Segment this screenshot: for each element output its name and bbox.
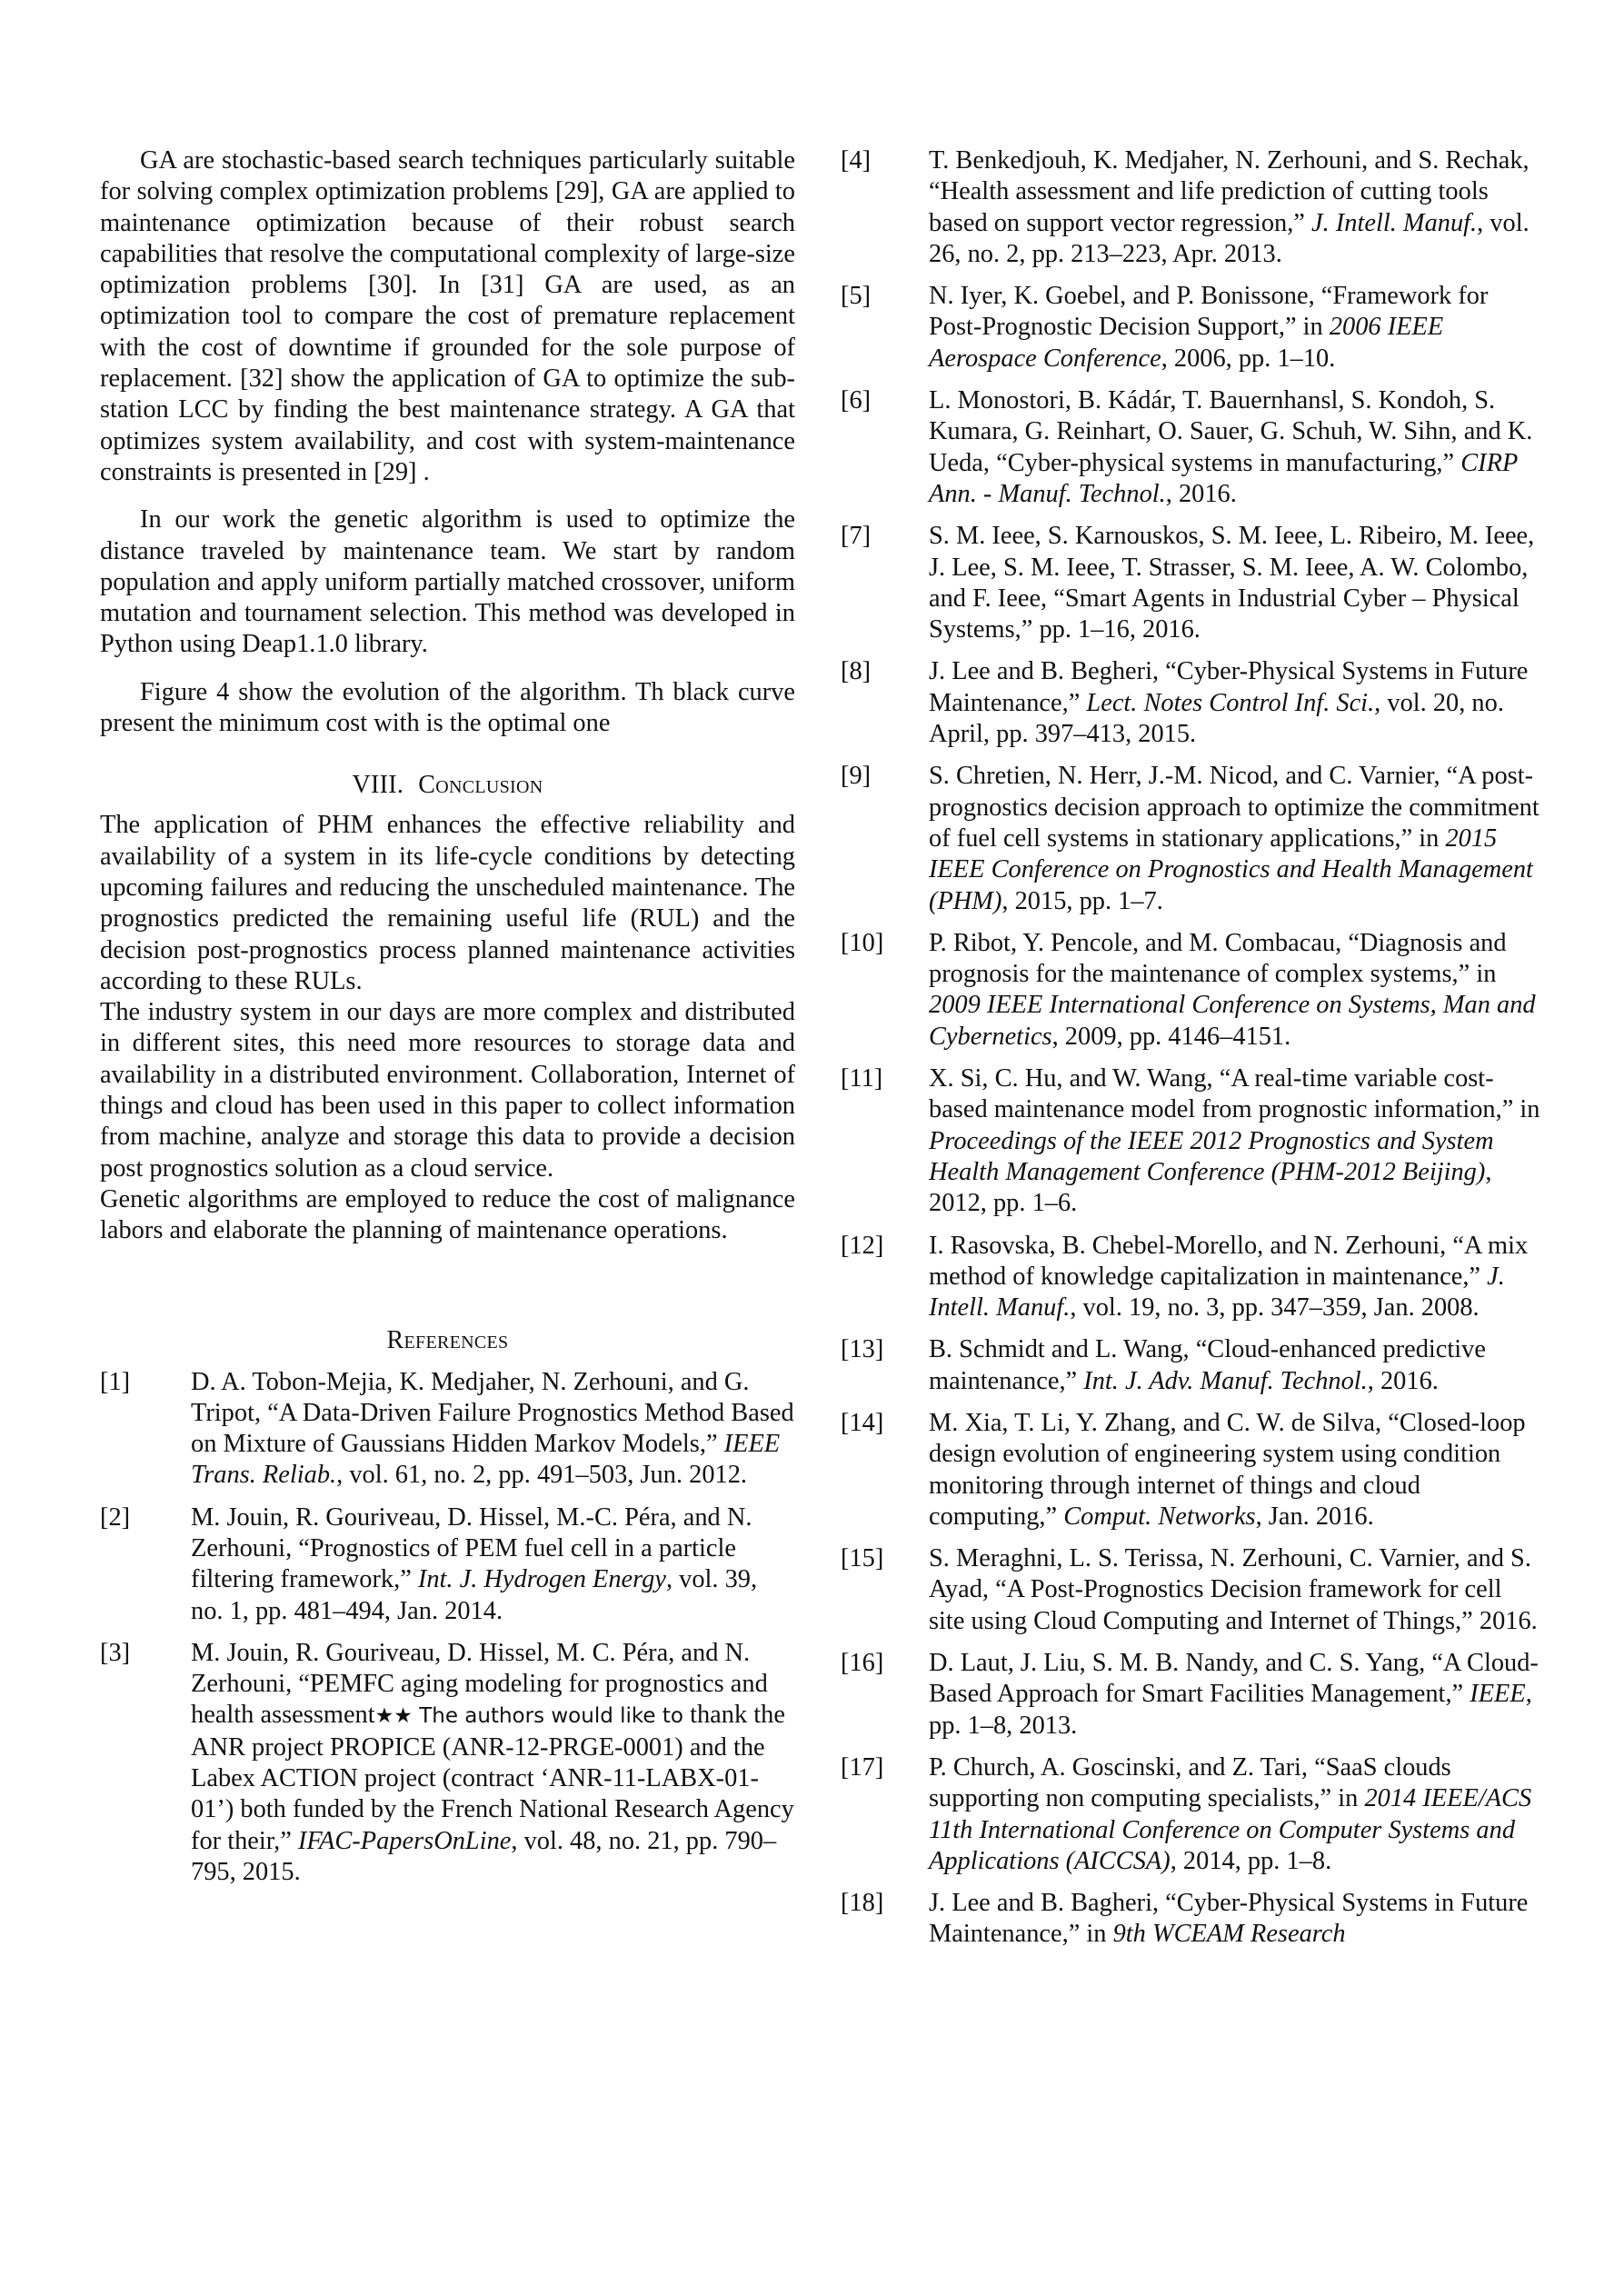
reference-number: [2] bbox=[100, 1502, 131, 1532]
reference-venue: 2014 IEEE/ACS 11th International Conference on Computer Systems and Applications (AICCSA) bbox=[929, 1784, 1532, 1875]
reference-entry bbox=[841, 1648, 1540, 1742]
reference-number: [16] bbox=[841, 1649, 884, 1678]
reference-details: , 2014, pp. 1–8. bbox=[1170, 1846, 1332, 1875]
reference-entry bbox=[841, 1888, 1540, 1951]
reference-text bbox=[929, 1752, 1540, 1877]
reference-venue: IFAC-PapersOnLine bbox=[297, 1826, 512, 1855]
reference-number: [12] bbox=[841, 1231, 884, 1260]
conclusion-paragraph-2: The industry system in our days are more complex and distributed in different sites, this need more resources to storage data and availability in a distributed environment. Collaboration, Internet of things and cloud has been used in this paper to collect information from machine, analyze and storage this data to provide a decision post prognostics solution as a cloud service. bbox=[100, 998, 795, 1183]
reference-number: [1] bbox=[100, 1367, 131, 1396]
reference-venue: Comput. Networks bbox=[1063, 1502, 1256, 1531]
reference-authors-title: M. Xia, T. Li, Y. Zhang, and C. W. de Silva, “Closed-loop design evolution of engineering system using condition monitoring through internet of things and cloud computing,” bbox=[929, 1408, 1526, 1531]
reference-text bbox=[929, 385, 1540, 510]
references-list-right bbox=[841, 145, 1540, 1962]
conclusion-paragraph-3: Genetic algorithms are employed to reduce the cost of malignance labors and elaborate the planning of maintenance operations. bbox=[100, 1184, 795, 1245]
reference-authors-title: S. Chretien, N. Herr, J.-M. Nicod, and C. Varnier, “A post-prognostics decision approach to optimize the commitment of fuel cell systems in stationary applications,” in bbox=[929, 762, 1539, 853]
reference-continued-text: thank the ANR project PROPICE (ANR-12-PRGE-0001) and the Labex ACTION project (contract ‘ANR-11-LABX-01-01’) both funded by the French National Research Agency for their,” bbox=[191, 1701, 794, 1855]
body-paragraph-our-work: In our work the genetic algorithm is used to optimize the distance traveled by maintenance team. We start by random population and apply uniform partially matched crossover, uniform mutation and tournament selection. This method was developed in Python using Deap1.1.0 library. bbox=[100, 505, 795, 659]
reference-text bbox=[929, 1408, 1540, 1532]
reference-entry bbox=[841, 656, 1540, 750]
reference-text bbox=[929, 281, 1540, 374]
section-number: VIII. bbox=[352, 771, 404, 800]
reference-details: , vol. 26, no. 2, pp. 213–223, Apr. 2013. bbox=[929, 208, 1529, 268]
reference-details: , 2012, pp. 1–6. bbox=[929, 1157, 1492, 1218]
reference-entry bbox=[841, 1752, 1540, 1877]
reference-venue: 2009 IEEE International Conference on Systems, Man and Cybernetics bbox=[929, 991, 1536, 1051]
conclusion-heading bbox=[100, 770, 795, 801]
body-paragraph-ga: GA are stochastic-based search techniques particularly suitable for solving complex optimization problems [29], GA are applied to maintenance optimization because of their robust search capabilities that resolve the computational complexity of large-size optimization problems [30]. In [31] GA are used, as an optimization tool to compare the cost of premature replacement with the cost of downtime if grounded for the sole purpose of replacement. [32] show the application of GA to optimize the sub-station LCC by finding the best maintenance strategy. A GA that optimizes system availability, and cost with system-maintenance constraints is presented in [29] . bbox=[100, 146, 795, 486]
reference-number: [3] bbox=[100, 1638, 131, 1667]
reference-venue: 9th WCEAM Research bbox=[1112, 1920, 1346, 1949]
reference-entry bbox=[841, 928, 1540, 1053]
reference-number: [14] bbox=[841, 1408, 884, 1437]
reference-text bbox=[929, 521, 1540, 645]
reference-entry bbox=[841, 1231, 1540, 1324]
reference-details: , 2016. bbox=[1367, 1366, 1439, 1395]
left-column bbox=[100, 145, 795, 1899]
reference-authors-title: S. Meraghni, L. S. Terissa, N. Zerhouni, C. Varnier, and S. Ayad, “A Post-Prognostics Decision framework for cell site using Cloud Computing and Internet of Things,” 2016. bbox=[929, 1544, 1538, 1635]
footnote-text: ★★ The authors would like to bbox=[374, 1704, 683, 1729]
reference-entry bbox=[841, 145, 1540, 270]
references-list-left bbox=[100, 1367, 795, 1889]
reference-authors-title: D. A. Tobon-Mejia, K. Medjaher, N. Zerhouni, and G. Tripot, “A Data-Driven Failure Prognostics Method Based on Mixture of Gaussians Hidden Markov Models,” bbox=[191, 1367, 794, 1459]
reference-venue: Proceedings of the IEEE 2012 Prognostics and System Health Management Conference (PHM-2012 Beijing) bbox=[929, 1126, 1494, 1186]
reference-text bbox=[929, 1888, 1540, 1951]
reference-venue: Lect. Notes Control Inf. Sci. bbox=[1086, 688, 1375, 717]
reference-details: , vol. 48, no. 21, pp. 790–795, 2015. bbox=[191, 1826, 777, 1886]
body-paragraph-figure-4: Figure 4 show the evolution of the algorithm. Th black curve present the minimum cost with is the optimal one bbox=[100, 677, 795, 738]
reference-details: , 2009, pp. 4146–4151. bbox=[1051, 1022, 1291, 1051]
reference-details: , 2016. bbox=[1165, 479, 1237, 508]
reference-authors-title: D. Laut, J. Liu, S. M. B. Nandy, and C. S. Yang, “A Cloud-Based Approach for Smart Facilities Management,” bbox=[929, 1649, 1539, 1709]
reference-venue: IEEE bbox=[1470, 1680, 1526, 1709]
reference-entry bbox=[100, 1502, 795, 1627]
reference-entry bbox=[841, 1063, 1540, 1219]
reference-venue: 2015 IEEE Conference on Prognostics and Health Management (PHM) bbox=[929, 824, 1533, 915]
reference-details: , vol. 61, no. 2, pp. 491–503, Jun. 2012. bbox=[336, 1461, 748, 1490]
reference-number: [5] bbox=[841, 282, 872, 311]
reference-number: [6] bbox=[841, 386, 872, 415]
references-heading: References bbox=[386, 1325, 509, 1354]
reference-number: [7] bbox=[841, 522, 872, 551]
reference-number: [11] bbox=[841, 1064, 883, 1093]
reference-details: , 2006, pp. 1–10. bbox=[1161, 344, 1336, 373]
reference-authors-title: P. Ribot, Y. Pencole, and M. Combacau, “Diagnosis and prognosis for the maintenance of complex systems,” in bbox=[929, 928, 1507, 989]
reference-venue: Int. J. Adv. Manuf. Technol. bbox=[1083, 1366, 1368, 1395]
reference-number: [9] bbox=[841, 762, 872, 791]
reference-entry bbox=[100, 1367, 795, 1492]
reference-authors-title: X. Si, C. Hu, and W. Wang, “A real-time variable cost-based maintenance model from prognostic information,” in bbox=[929, 1064, 1540, 1124]
reference-entry bbox=[841, 1334, 1540, 1397]
reference-venue: 2006 IEEE Aerospace Conference bbox=[929, 313, 1444, 373]
reference-venue: CIRP Ann. - Manuf. Technol. bbox=[929, 448, 1518, 508]
reference-details: , vol. 19, no. 3, pp. 347–359, Jan. 2008. bbox=[1070, 1293, 1480, 1323]
reference-authors-title: J. Lee and B. Begheri, “Cyber-Physical Systems in Future Maintenance,” bbox=[929, 657, 1529, 717]
section-title: Conclusion bbox=[418, 771, 543, 800]
reference-number: [18] bbox=[841, 1889, 884, 1918]
reference-entry bbox=[841, 1543, 1540, 1637]
reference-authors-title: I. Rasovska, B. Chebel-Morello, and N. Zerhouni, “A mix method of knowledge capitalization in maintenance,” bbox=[929, 1231, 1529, 1291]
reference-entry bbox=[841, 761, 1540, 916]
reference-venue: Int. J. Hydrogen Energy bbox=[417, 1565, 666, 1594]
reference-text bbox=[929, 1334, 1540, 1397]
reference-details: , pp. 1–8, 2013. bbox=[929, 1680, 1532, 1740]
reference-details: , vol. 39, no. 1, pp. 481–494, Jan. 2014. bbox=[191, 1565, 758, 1625]
reference-text bbox=[191, 1638, 795, 1888]
reference-text bbox=[929, 145, 1540, 270]
reference-number: [15] bbox=[841, 1544, 884, 1573]
reference-venue: IEEE Trans. Reliab. bbox=[191, 1430, 781, 1490]
reference-text bbox=[929, 1063, 1540, 1219]
reference-number: [4] bbox=[841, 146, 872, 175]
reference-authors-title: L. Monostori, B. Kádár, T. Bauernhansl, S. Kondoh, S. Kumara, G. Reinhart, O. Sauer, G. Schuh, W. Sihn, and K. Ueda, “Cyber-physical systems in manufacturing,” bbox=[929, 386, 1533, 477]
reference-text bbox=[929, 656, 1540, 750]
reference-number: [17] bbox=[841, 1752, 884, 1782]
reference-authors-title: T. Benkedjouh, K. Medjaher, N. Zerhouni, and S. Rechak, “Health assessment and life prediction of cutting tools based on support vector regression,” bbox=[929, 146, 1529, 237]
reference-text bbox=[929, 928, 1540, 1053]
reference-authors-title: N. Iyer, K. Goebel, and P. Bonissone, “Framework for Post-Prognostic Decision Support,” in bbox=[929, 282, 1489, 342]
reference-authors-title: M. Jouin, R. Gouriveau, D. Hissel, M.-C. Péra, and N. Zerhouni, “Prognostics of PEM fuel cell in a particle filtering framework,” bbox=[191, 1502, 752, 1594]
reference-venue: J. Intell. Manuf. bbox=[929, 1262, 1505, 1323]
reference-number: [10] bbox=[841, 928, 884, 957]
reference-entry bbox=[100, 1638, 795, 1888]
reference-authors-title: S. M. Ieee, S. Karnouskos, S. M. Ieee, L. Ribeiro, M. Ieee, J. Lee, S. M. Ieee, T. Strasser, S. M. Ieee, A. W. Colombo, and F. Ieee, “Smart Agents in Industrial Cyber – Physical Systems,” pp. 1–16, 2016. bbox=[929, 522, 1535, 644]
reference-entry bbox=[841, 385, 1540, 510]
reference-details: , 2015, pp. 1–7. bbox=[1001, 886, 1163, 915]
reference-authors-title: P. Church, A. Goscinski, and Z. Tari, “SaaS clouds supporting non computing specialists,” in bbox=[929, 1752, 1451, 1813]
reference-entry bbox=[841, 1408, 1540, 1532]
reference-text bbox=[191, 1367, 795, 1492]
reference-text bbox=[929, 761, 1540, 916]
reference-text bbox=[929, 1543, 1540, 1637]
reference-authors-title: J. Lee and B. Bagheri, “Cyber-Physical Systems in Future Maintenance,” in bbox=[929, 1889, 1529, 1949]
reference-entry bbox=[841, 281, 1540, 374]
reference-text bbox=[929, 1648, 1540, 1742]
reference-venue: J. Intell. Manuf. bbox=[1311, 208, 1478, 237]
reference-text bbox=[191, 1502, 795, 1627]
reference-authors-title: B. Schmidt and L. Wang, “Cloud-enhanced predictive maintenance,” bbox=[929, 1335, 1486, 1395]
reference-text bbox=[929, 1231, 1540, 1324]
reference-number: [8] bbox=[841, 657, 872, 686]
reference-authors-title: M. Jouin, R. Gouriveau, D. Hissel, M. C. Péra, and N. Zerhouni, “PEMFC aging modeling for prognostics and health assessment bbox=[191, 1638, 768, 1730]
reference-details: , Jan. 2016. bbox=[1255, 1502, 1374, 1531]
reference-details: , vol. 20, no. April, pp. 397–413, 2015. bbox=[929, 688, 1504, 749]
conclusion-paragraph-1: The application of PHM enhances the effective reliability and availability of a system in its life-cycle conditions by detecting upcoming failures and reducing the unscheduled maintenance. The prognostics predicted the remaining useful life (RUL) and the decision post-prognostics process planned maintenance activities according to these RULs. bbox=[100, 811, 795, 995]
reference-number: [13] bbox=[841, 1335, 884, 1364]
reference-entry bbox=[841, 521, 1540, 645]
